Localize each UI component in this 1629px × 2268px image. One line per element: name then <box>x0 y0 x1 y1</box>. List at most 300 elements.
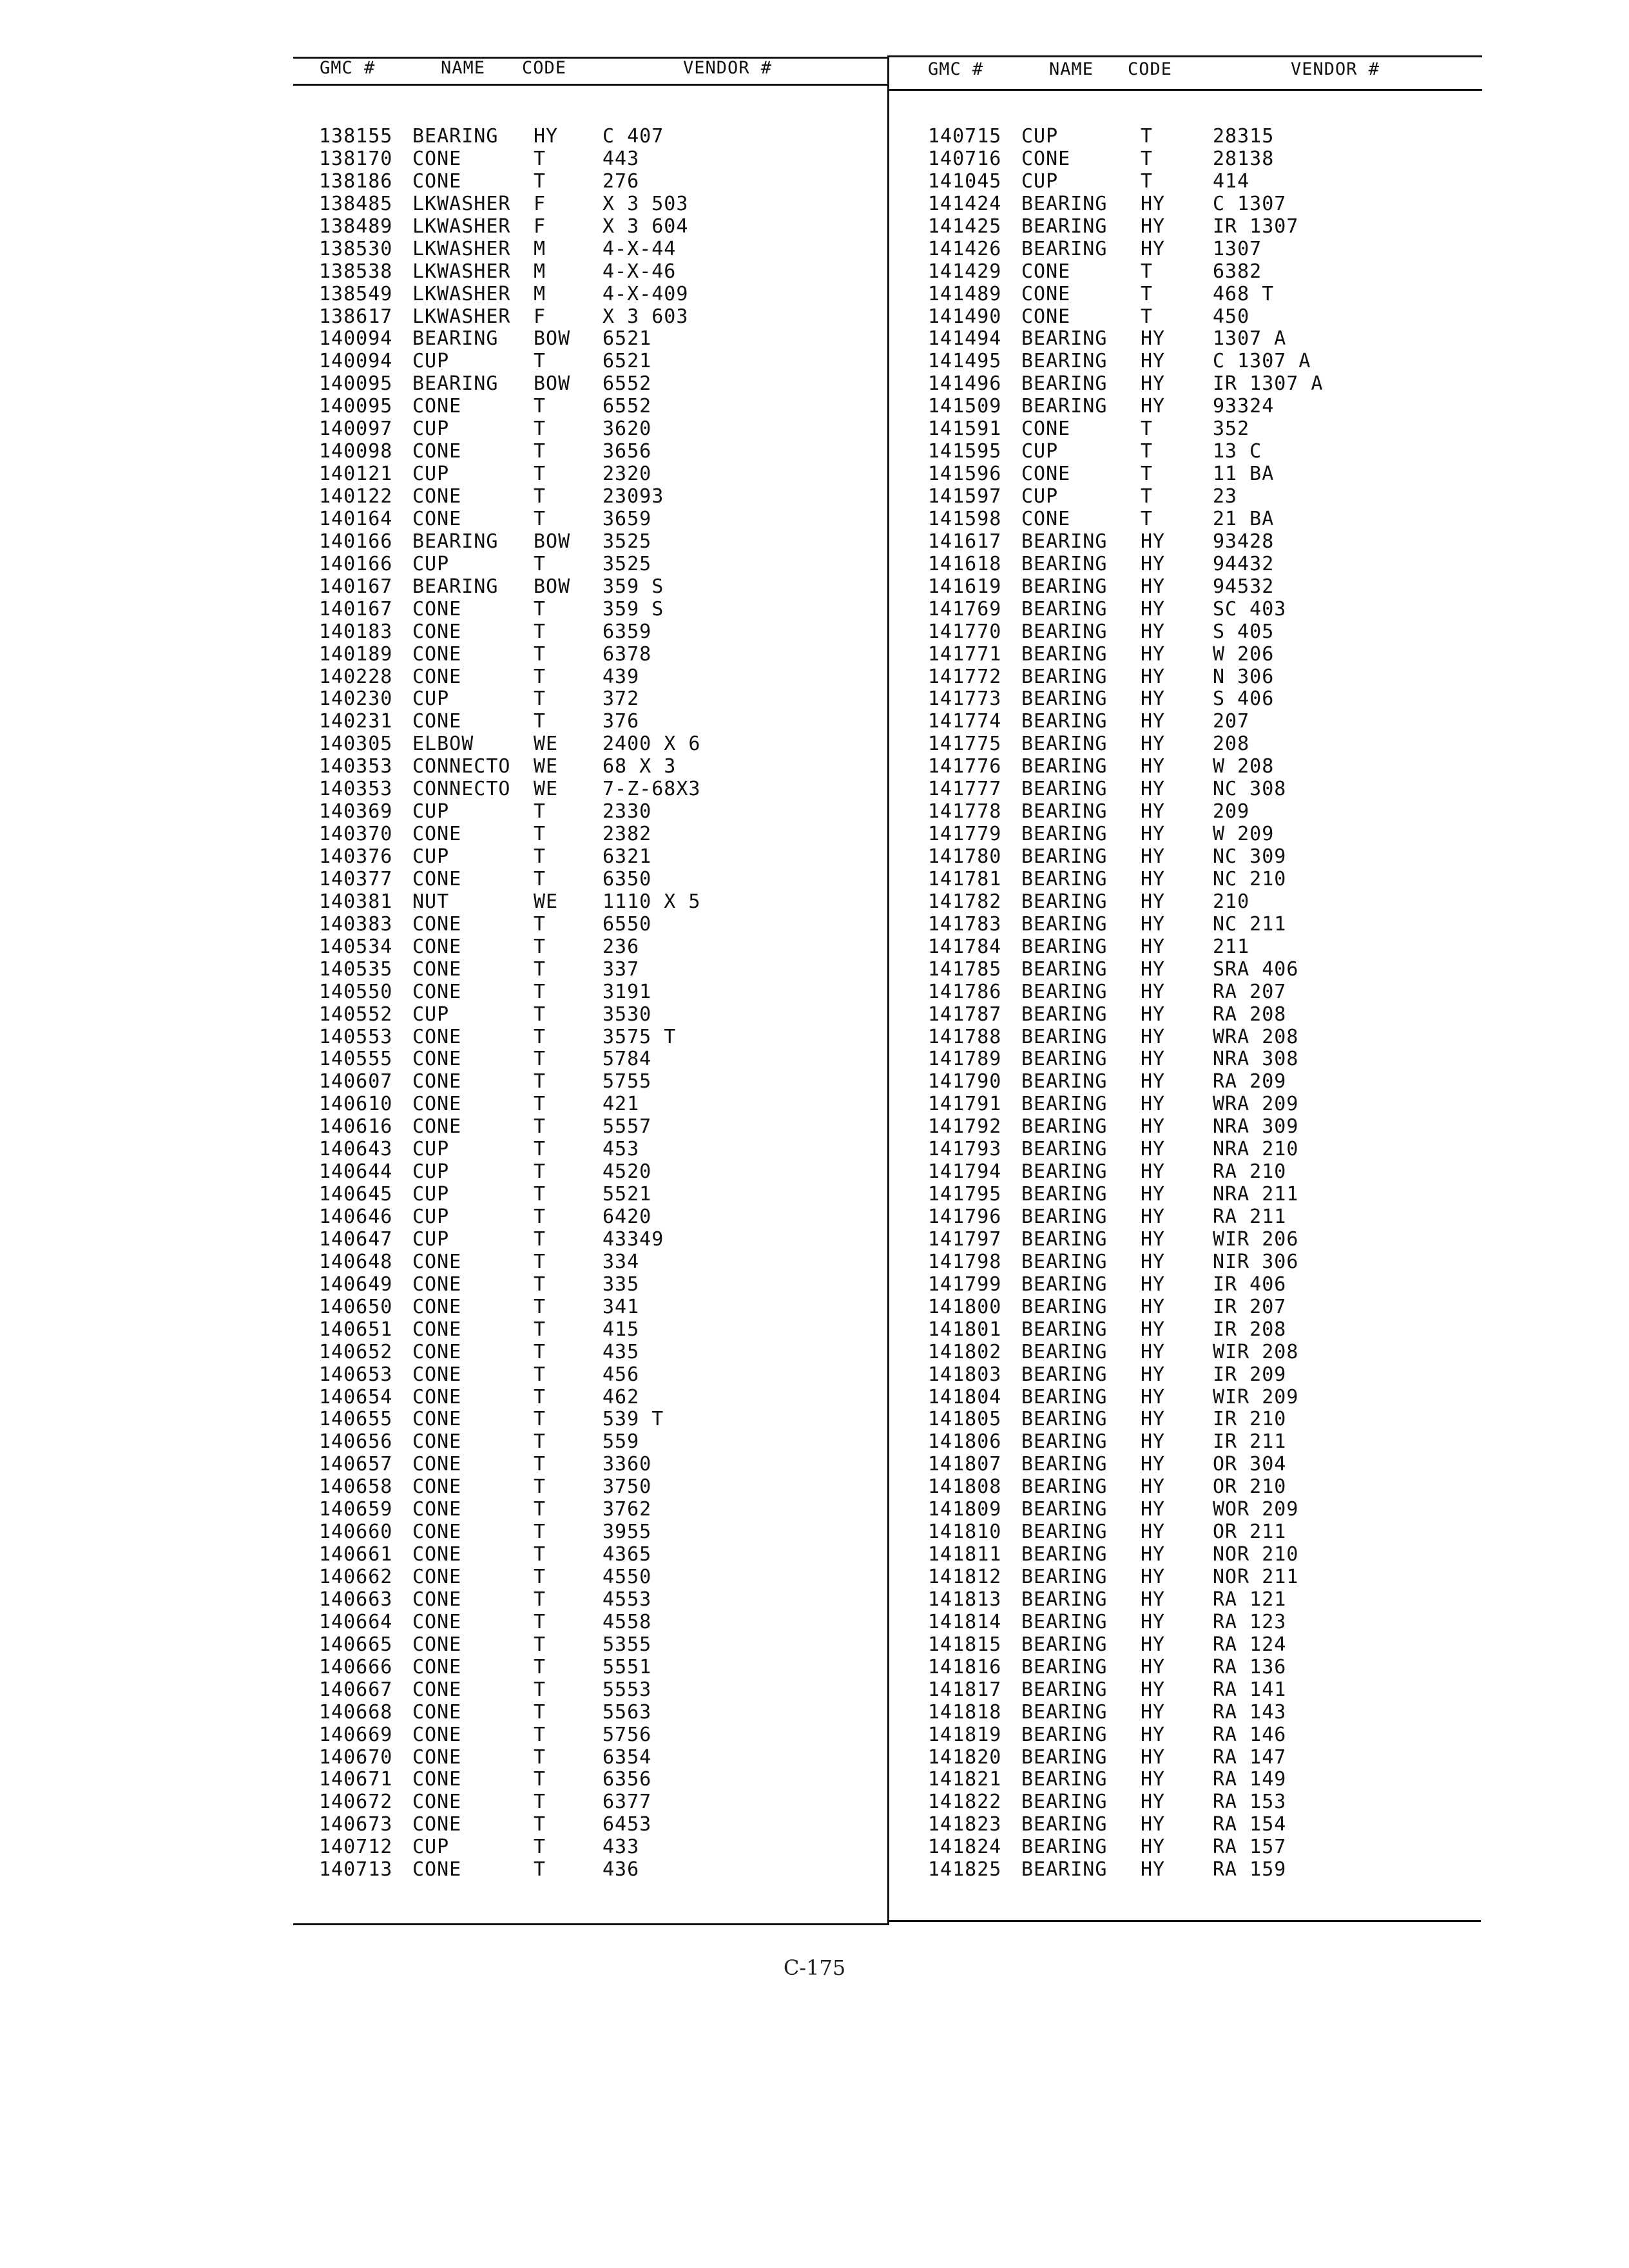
cell-gmc: 140370 <box>319 823 393 846</box>
cell-vendor: N 306 <box>1213 665 1275 688</box>
cell-code: T <box>534 418 546 441</box>
right-parts-list <box>928 126 1482 1881</box>
cell-code: T <box>534 1475 546 1499</box>
cell-gmc: 140667 <box>319 1678 393 1701</box>
cell-code: HY <box>1141 710 1166 733</box>
cell-vendor: W 209 <box>1213 823 1275 846</box>
cell-name: CONE <box>1021 282 1071 305</box>
table-row <box>319 396 886 418</box>
cell-vendor: NRA 210 <box>1213 1138 1299 1161</box>
cell-name: CONE <box>1021 147 1071 170</box>
cell-code: HY <box>1141 215 1166 238</box>
cell-name: CONE <box>412 1813 462 1836</box>
table-row <box>928 1566 1482 1589</box>
cell-gmc: 141819 <box>928 1723 1002 1746</box>
cell-vendor: NC 308 <box>1213 778 1287 801</box>
cell-gmc: 141785 <box>928 957 1002 981</box>
cell-name: CONE <box>412 1385 462 1408</box>
table-row <box>319 1431 886 1454</box>
cell-vendor: RA 141 <box>1213 1678 1287 1701</box>
cell-name: LKWASHER <box>412 192 511 215</box>
cell-name: CUP <box>412 1160 450 1184</box>
cell-vendor: 4-X-409 <box>602 282 689 305</box>
cell-name: BEARING <box>1021 957 1108 981</box>
cell-gmc: 141045 <box>928 169 1002 193</box>
cell-name: BEARING <box>1021 1138 1108 1161</box>
cell-gmc: 141810 <box>928 1521 1002 1544</box>
table-row <box>928 1387 1482 1409</box>
cell-gmc: 141815 <box>928 1633 1002 1656</box>
cell-code: T <box>534 867 546 890</box>
bottom-rule-left <box>293 1923 889 1925</box>
table-row <box>319 1454 886 1476</box>
cell-name: CONE <box>1021 507 1071 530</box>
cell-gmc: 141598 <box>928 507 1002 530</box>
cell-name: CONE <box>412 1768 462 1791</box>
cell-gmc: 141773 <box>928 687 1002 711</box>
cell-vendor: RA 149 <box>1213 1768 1287 1791</box>
cell-name: BEARING <box>412 125 499 148</box>
cell-code: T <box>534 1273 546 1296</box>
cell-name: CONE <box>1021 260 1071 283</box>
cell-name: BEARING <box>1021 327 1108 351</box>
cell-gmc: 140651 <box>319 1318 393 1341</box>
table-row <box>319 1296 886 1319</box>
table-row <box>928 171 1482 193</box>
cell-code: T <box>534 440 546 463</box>
cell-vendor: 359 S <box>602 597 664 620</box>
cell-name: CONE <box>412 1700 462 1724</box>
table-row <box>928 1161 1482 1184</box>
cell-code: HY <box>1141 1588 1166 1611</box>
cell-code: T <box>534 169 546 193</box>
cell-name: BEARING <box>1021 1070 1108 1093</box>
cell-name: BEARING <box>1021 1408 1108 1431</box>
cell-code: T <box>1141 485 1153 508</box>
table-row <box>319 1814 886 1836</box>
table-row <box>928 1747 1482 1769</box>
cell-gmc: 141596 <box>928 463 1002 486</box>
cell-name: CUP <box>412 350 450 373</box>
cell-code: HY <box>1141 1227 1166 1251</box>
table-row <box>319 1679 886 1702</box>
cell-vendor: 28138 <box>1213 147 1275 170</box>
cell-code: WE <box>534 778 559 801</box>
cell-vendor: 3525 <box>602 530 652 553</box>
cell-code: T <box>1141 305 1153 328</box>
table-row <box>319 1026 886 1049</box>
cell-name: BEARING <box>1021 1566 1108 1588</box>
cell-gmc: 140660 <box>319 1521 393 1544</box>
table-row <box>928 1071 1482 1093</box>
cell-name: BEARING <box>1021 395 1108 418</box>
table-row <box>928 1544 1482 1566</box>
cell-code: T <box>534 597 546 620</box>
cell-vendor: 207 <box>1213 710 1250 733</box>
cell-vendor: WRA 208 <box>1213 1025 1299 1048</box>
cell-code: T <box>534 1250 546 1273</box>
table-row <box>319 306 886 329</box>
left-header-gmc: GMC # <box>320 58 376 78</box>
cell-gmc: 140353 <box>319 755 393 778</box>
cell-name: LKWASHER <box>412 260 511 283</box>
cell-code: T <box>1141 418 1153 441</box>
cell-name: CUP <box>1021 485 1059 508</box>
cell-name: BEARING <box>1021 1025 1108 1048</box>
cell-gmc: 138617 <box>319 305 393 328</box>
cell-gmc: 141489 <box>928 282 1002 305</box>
cell-vendor: 559 <box>602 1430 640 1454</box>
right-header-vendor: VENDOR # <box>1291 59 1380 79</box>
cell-gmc: 141814 <box>928 1610 1002 1633</box>
table-row <box>928 463 1482 486</box>
cell-gmc: 140164 <box>319 507 393 530</box>
cell-name: BEARING <box>1021 867 1108 890</box>
cell-gmc: 140121 <box>319 463 393 486</box>
cell-vendor: 5355 <box>602 1633 652 1656</box>
cell-vendor: 443 <box>602 147 640 170</box>
cell-vendor: RA 157 <box>1213 1836 1287 1859</box>
cell-code: HY <box>1141 755 1166 778</box>
table-row <box>319 1139 886 1161</box>
table-row <box>928 238 1482 261</box>
cell-name: CONE <box>412 1858 462 1881</box>
cell-name: BEARING <box>1021 1521 1108 1544</box>
cell-gmc: 140658 <box>319 1475 393 1499</box>
table-row <box>928 1702 1482 1724</box>
cell-name: CONE <box>412 507 462 530</box>
table-row <box>319 1319 886 1341</box>
table-row <box>319 1364 886 1387</box>
cell-vendor: RA 146 <box>1213 1723 1287 1746</box>
cell-gmc: 140369 <box>319 800 393 823</box>
cell-vendor: 6550 <box>602 912 652 936</box>
table-row <box>928 666 1482 689</box>
table-row <box>319 1341 886 1364</box>
cell-vendor: SRA 406 <box>1213 957 1299 981</box>
cell-vendor: 337 <box>602 957 640 981</box>
cell-gmc: 141787 <box>928 1003 1002 1026</box>
cell-name: BEARING <box>1021 1385 1108 1408</box>
cell-name: BEARING <box>1021 192 1108 215</box>
cell-code: T <box>534 395 546 418</box>
cell-code: HY <box>1141 1295 1166 1318</box>
table-row <box>928 1319 1482 1341</box>
cell-code: T <box>534 552 546 575</box>
cell-name: BEARING <box>1021 1610 1108 1633</box>
cell-name: CONE <box>412 1723 462 1746</box>
cell-gmc: 141823 <box>928 1813 1002 1836</box>
cell-code: T <box>534 507 546 530</box>
cell-name: BEARING <box>1021 1048 1108 1071</box>
cell-name: CONNECTO <box>412 755 511 778</box>
cell-name: CONE <box>412 642 462 666</box>
table-row <box>928 284 1482 306</box>
cell-vendor: 68 X 3 <box>602 755 677 778</box>
table-row <box>319 1521 886 1544</box>
table-row <box>928 351 1482 373</box>
cell-vendor: 6359 <box>602 620 652 643</box>
table-row <box>928 216 1482 238</box>
table-row <box>928 126 1482 148</box>
cell-vendor: IR 209 <box>1213 1363 1287 1386</box>
cell-code: T <box>534 800 546 823</box>
cell-vendor: 6378 <box>602 642 652 666</box>
cell-name: ELBOW <box>412 733 474 756</box>
cell-name: CUP <box>412 845 450 868</box>
cell-code: T <box>534 710 546 733</box>
cell-name: BEARING <box>1021 912 1108 936</box>
table-row <box>319 261 886 284</box>
cell-name: CONE <box>1021 463 1071 486</box>
cell-code: T <box>534 1295 546 1318</box>
cell-gmc: 140715 <box>928 125 1002 148</box>
table-row <box>319 846 886 869</box>
cell-name: CONE <box>412 1521 462 1544</box>
cell-name: CUP <box>412 552 450 575</box>
cell-code: HY <box>1141 957 1166 981</box>
cell-code: T <box>534 1678 546 1701</box>
cell-code: T <box>534 620 546 643</box>
cell-name: CUP <box>412 1138 450 1161</box>
cell-name: BEARING <box>1021 1227 1108 1251</box>
cell-name: BEARING <box>1021 665 1108 688</box>
cell-name: BEARING <box>1021 350 1108 373</box>
cell-gmc: 141781 <box>928 867 1002 890</box>
table-row <box>319 1544 886 1566</box>
table-row <box>928 599 1482 621</box>
table-row <box>319 1747 886 1769</box>
cell-vendor: IR 1307 <box>1213 215 1299 238</box>
table-row <box>319 1116 886 1139</box>
cell-code: T <box>534 1543 546 1566</box>
cell-code: T <box>534 1363 546 1386</box>
cell-gmc: 141821 <box>928 1768 1002 1791</box>
table-row <box>319 486 886 508</box>
cell-gmc: 141799 <box>928 1273 1002 1296</box>
table-row <box>319 1769 886 1791</box>
cell-name: BEARING <box>1021 778 1108 801</box>
cell-name: BEARING <box>1021 530 1108 553</box>
cell-name: CONE <box>1021 305 1071 328</box>
cell-name: BEARING <box>1021 687 1108 711</box>
cell-code: HY <box>1141 733 1166 756</box>
table-row <box>928 1116 1482 1139</box>
cell-vendor: C 1307 A <box>1213 350 1311 373</box>
cell-vendor: 3575 T <box>602 1025 677 1048</box>
cell-gmc: 140650 <box>319 1295 393 1318</box>
cell-code: HY <box>1141 1521 1166 1544</box>
cell-code: T <box>534 845 546 868</box>
cell-name: LKWASHER <box>412 215 511 238</box>
cell-name: CONE <box>412 485 462 508</box>
cell-gmc: 141822 <box>928 1791 1002 1814</box>
cell-code: M <box>534 260 546 283</box>
table-row <box>319 1071 886 1093</box>
cell-vendor: 6521 <box>602 327 652 351</box>
cell-code: HY <box>1141 1048 1166 1071</box>
cell-code: T <box>534 1385 546 1408</box>
cell-vendor: 334 <box>602 1250 640 1273</box>
cell-vendor: IR 210 <box>1213 1408 1287 1431</box>
cell-vendor: 3955 <box>602 1521 652 1544</box>
cell-vendor: 2400 X 6 <box>602 733 701 756</box>
cell-vendor: RA 209 <box>1213 1070 1287 1093</box>
table-row <box>319 1634 886 1657</box>
cell-vendor: 450 <box>1213 305 1250 328</box>
cell-name: CUP <box>412 1183 450 1206</box>
cell-gmc: 140550 <box>319 980 393 1003</box>
cell-code: T <box>534 957 546 981</box>
cell-gmc: 141796 <box>928 1206 1002 1228</box>
cell-vendor: RA 136 <box>1213 1655 1287 1678</box>
cell-gmc: 138549 <box>319 282 393 305</box>
table-row <box>319 328 886 351</box>
cell-gmc: 141824 <box>928 1836 1002 1859</box>
cell-name: CONE <box>412 980 462 1003</box>
cell-gmc: 141496 <box>928 372 1002 396</box>
cell-name: BEARING <box>1021 1633 1108 1656</box>
cell-name: LKWASHER <box>412 305 511 328</box>
cell-code: T <box>1141 282 1153 305</box>
table-row <box>319 1836 886 1859</box>
cell-gmc: 140645 <box>319 1183 393 1206</box>
cell-gmc: 140353 <box>319 778 393 801</box>
cell-code: T <box>534 1183 546 1206</box>
cell-vendor: X 3 603 <box>602 305 689 328</box>
cell-gmc: 138170 <box>319 147 393 170</box>
cell-gmc: 141774 <box>928 710 1002 733</box>
cell-name: CUP <box>1021 440 1059 463</box>
cell-code: HY <box>1141 1633 1166 1656</box>
cell-gmc: 140669 <box>319 1723 393 1746</box>
cell-vendor: 3620 <box>602 418 652 441</box>
table-row <box>928 1769 1482 1791</box>
table-row <box>319 666 886 689</box>
table-row <box>319 1657 886 1679</box>
table-row <box>928 1657 1482 1679</box>
table-row <box>928 486 1482 508</box>
table-row <box>928 1004 1482 1026</box>
table-row <box>319 193 886 216</box>
table-row <box>928 778 1482 801</box>
cell-vendor: 236 <box>602 935 640 958</box>
cell-code: HY <box>1141 1183 1166 1206</box>
cell-code: HY <box>1141 1160 1166 1184</box>
cell-name: BEARING <box>1021 980 1108 1003</box>
cell-name: CONE <box>412 1273 462 1296</box>
table-row <box>319 644 886 666</box>
cell-code: HY <box>1141 1791 1166 1814</box>
cell-vendor: 5551 <box>602 1655 652 1678</box>
cell-name: BEARING <box>1021 1791 1108 1814</box>
cell-vendor: 28315 <box>1213 125 1275 148</box>
cell-vendor: 4-X-46 <box>602 260 677 283</box>
cell-name: CONE <box>412 1475 462 1499</box>
table-row <box>319 373 886 396</box>
cell-name: CONE <box>412 710 462 733</box>
table-row <box>319 1499 886 1521</box>
cell-vendor: 5756 <box>602 1723 652 1746</box>
cell-vendor: 3656 <box>602 440 652 463</box>
cell-vendor: 1110 X 5 <box>602 890 701 913</box>
cell-name: CONE <box>412 1655 462 1678</box>
cell-code: F <box>534 192 546 215</box>
cell-code: T <box>534 1745 546 1769</box>
cell-vendor: X 3 503 <box>602 192 689 215</box>
top-rule-right <box>889 55 1482 57</box>
cell-vendor: 6552 <box>602 395 652 418</box>
cell-code: T <box>534 823 546 846</box>
cell-gmc: 140659 <box>319 1498 393 1521</box>
cell-vendor: 4558 <box>602 1610 652 1633</box>
cell-name: CUP <box>1021 169 1059 193</box>
cell-gmc: 140665 <box>319 1633 393 1656</box>
cell-name: CONE <box>412 1318 462 1341</box>
table-row <box>319 171 886 193</box>
cell-vendor: RA 124 <box>1213 1633 1287 1656</box>
cell-gmc: 141777 <box>928 778 1002 801</box>
cell-name: CONE <box>412 957 462 981</box>
cell-gmc: 141792 <box>928 1115 1002 1139</box>
cell-code: T <box>534 1768 546 1791</box>
table-row <box>928 1408 1482 1431</box>
cell-gmc: 140377 <box>319 867 393 890</box>
cell-code: T <box>1141 507 1153 530</box>
cell-vendor: 335 <box>602 1273 640 1296</box>
cell-vendor: 6552 <box>602 372 652 396</box>
cell-gmc: 141775 <box>928 733 1002 756</box>
cell-code: HY <box>1141 1723 1166 1746</box>
table-row <box>928 869 1482 891</box>
table-row <box>928 846 1482 869</box>
cell-code: HY <box>1141 575 1166 598</box>
cell-gmc: 141780 <box>928 845 1002 868</box>
cell-vendor: IR 1307 A <box>1213 372 1324 396</box>
cell-vendor: IR 211 <box>1213 1430 1287 1454</box>
cell-vendor: 3525 <box>602 552 652 575</box>
table-row <box>319 778 886 801</box>
cell-code: HY <box>1141 1566 1166 1588</box>
cell-gmc: 141801 <box>928 1318 1002 1341</box>
cell-code: M <box>534 237 546 260</box>
cell-code: HY <box>1141 1138 1166 1161</box>
cell-vendor: 1307 <box>1213 237 1262 260</box>
cell-gmc: 140643 <box>319 1138 393 1161</box>
cell-name: CONE <box>412 1610 462 1633</box>
cell-code: HY <box>1141 1206 1166 1228</box>
cell-code: HY <box>1141 1543 1166 1566</box>
cell-name: BEARING <box>1021 823 1108 846</box>
cell-name: CONE <box>412 867 462 890</box>
cell-name: CONE <box>412 1543 462 1566</box>
cell-name: LKWASHER <box>412 282 511 305</box>
cell-code: HY <box>1141 890 1166 913</box>
cell-vendor: 359 S <box>602 575 664 598</box>
cell-gmc: 140095 <box>319 395 393 418</box>
cell-code: HY <box>1141 530 1166 553</box>
cell-name: BEARING <box>1021 372 1108 396</box>
cell-vendor: 5521 <box>602 1183 652 1206</box>
table-row <box>928 1611 1482 1634</box>
cell-gmc: 140646 <box>319 1206 393 1228</box>
table-row <box>928 1274 1482 1296</box>
cell-name: BEARING <box>412 575 499 598</box>
table-row <box>928 328 1482 351</box>
cell-code: HY <box>1141 1498 1166 1521</box>
cell-gmc: 141816 <box>928 1655 1002 1678</box>
table-row <box>928 1431 1482 1454</box>
